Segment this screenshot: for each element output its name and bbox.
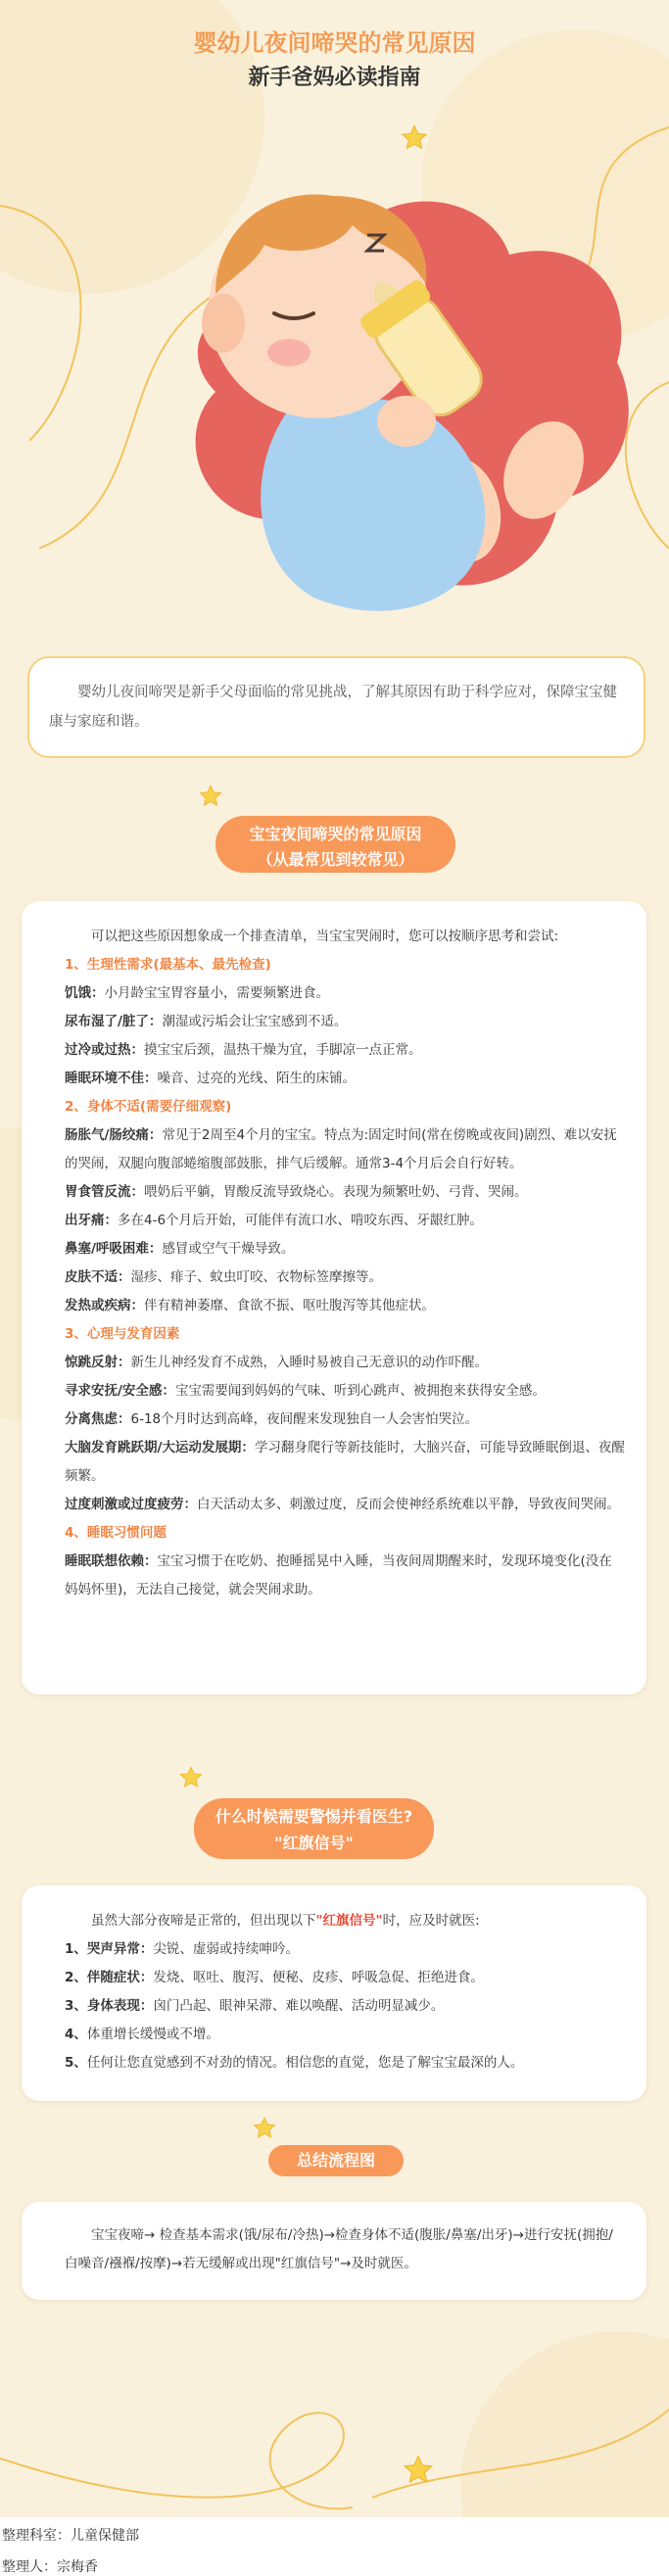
section-title-line: 什么时候需要警惕并看医生? (215, 1807, 413, 1826)
group-heading: 4、睡眠习惯问题 (65, 1525, 167, 1541)
list-item: 3、身体表现：囟门凸起、眼神呆滞、难以唤醒、活动明显减少。 (65, 1998, 445, 2014)
section-causes-title (215, 816, 455, 873)
red-flag-highlight: "红旗信号" (315, 1913, 383, 1929)
intro-text: 婴幼儿夜间啼哭是新手父母面临的常见挑战，了解其原因有助于科学应对，保障宝宝健康与家庭和谐。 (49, 685, 617, 730)
list-item: 4、体重增长缓慢或不增。 (65, 2027, 219, 2042)
causes-content (65, 923, 625, 1604)
list-item: 发热或疾病：伴有精神萎靡、食欲不振、呕吐腹泻等其他症状。 (65, 1298, 435, 1313)
list-item: 睡眠环境不佳：噪音、过亮的光线、陌生的床铺。 (65, 1071, 356, 1086)
star-icon (252, 2116, 277, 2141)
list-item: 2、伴随症状：发烧、呕吐、腹泻、便秘、皮疹、呼吸急促、拒绝进食。 (65, 1970, 484, 1985)
list-item: 过度刺激或过度疲劳：白天活动太多、刺激过度，反而会使神经系统难以平静，导致夜间哭闹。 (65, 1497, 620, 1512)
list-item: 皮肤不适：湿疹、痱子、蚊虫叮咬、衣物标签摩擦等。 (65, 1269, 382, 1285)
list-item: 1、哭声异常：尖锐、虚弱或持续呻吟。 (65, 1941, 299, 1957)
list-item: 鼻塞/呼吸困难：感冒或空气干燥导致。 (65, 1241, 295, 1257)
section-warning-title (194, 1798, 434, 1859)
list-item: 5、任何让您直觉感到不对劲的情况。相信您的直觉，您是了解宝宝最深的人。 (65, 2055, 524, 2071)
intro-card (27, 656, 645, 758)
list-item: 分离焦虑：6-18个月时达到高峰，夜间醒来发现独自一人会害怕哭泣。 (65, 1411, 479, 1427)
list-item: 过冷或过热：摸宝宝后颈，温热干燥为宜，手脚凉一点正常。 (65, 1042, 422, 1058)
list-item: 大脑发育跳跃期/大运动发展期：学习翻身爬行等新技能时，大脑兴奋，可能导致睡眠倒退、夜醒频繁。 (65, 1440, 625, 1484)
warning-card (22, 1885, 646, 2101)
footer-author: 整理人：宗梅香 (2, 2559, 98, 2575)
star-icon (178, 1765, 204, 1790)
group-heading: 1、生理性需求(最基本、最先检查) (65, 957, 271, 973)
page-title: 婴幼儿夜间啼哭的常见原因 (193, 29, 476, 57)
section-title-line: （从最常见到较常见） (257, 850, 414, 869)
section-title-line: 宝宝夜间啼哭的常见原因 (249, 825, 422, 843)
list-item: 饥饿：小月龄宝宝胃容量小，需要频繁进食。 (65, 985, 329, 1001)
baby-bottle-illustration (167, 167, 646, 656)
list-item: 出牙痛：多在4-6个月后开始，可能伴有流口水、啃咬东西、牙龈红肿。 (65, 1213, 484, 1228)
deco-curve (0, 2351, 669, 2517)
group-heading: 3、心理与发育因素 (65, 1326, 180, 1342)
group-heading: 2、身体不适(需要仔细观察) (65, 1099, 232, 1115)
warning-content (65, 1907, 625, 2077)
section-summary-title: 总结流程图 (268, 2145, 404, 2176)
footer-department: 整理科室：儿童保健部 (2, 2528, 139, 2544)
causes-card (22, 901, 646, 1694)
star-icon (402, 2454, 435, 2487)
warning-lead: 虽然大部分夜啼是正常的，但出现以下"红旗信号"时，应及时就医: (91, 1913, 480, 1929)
list-item: 尿布湿了/脏了：潮湿或污垢会让宝宝感到不适。 (65, 1014, 348, 1029)
summary-content (65, 2221, 625, 2278)
star-icon (400, 123, 429, 153)
causes-lead: 可以把这些原因想象成一个排查清单，当宝宝哭闹时，您可以按顺序思考和尝试: (91, 929, 559, 944)
list-item: 惊跳反射：新生儿神经发育不成熟，入睡时易被自己无意识的动作吓醒。 (65, 1355, 488, 1370)
summary-text: 宝宝夜啼→ 检查基本需求(饿/尿布/冷热)→检查身体不适(腹胀/鼻塞/出牙)→进行安抚(拥抱/白噪音/襁褓/按摩)→若无缓解或出现"红旗信号"→及时就医。 (65, 2227, 613, 2271)
list-item: 胃食管反流：喂奶后平躺，胃酸反流导致烧心。表现为频繁吐奶、弓背、哭闹。 (65, 1184, 528, 1200)
star-icon (198, 784, 223, 809)
list-item: 寻求安抚/安全感：宝宝需要闻到妈妈的气味、听到心跳声、被拥抱来获得安全感。 (65, 1383, 546, 1399)
list-item: 睡眠联想依赖：宝宝习惯于在吃奶、抱睡摇晃中入睡，当夜间周期醒来时，发现环境变化(没在妈妈怀里)，无法自己接觉，就会哭闹求助。 (65, 1553, 612, 1598)
section-title-line: "红旗信号" (274, 1834, 354, 1852)
summary-card (22, 2202, 646, 2300)
list-item: 肠胀气/肠绞痛：常见于2周至4个月的宝宝。特点为:固定时间(常在傍晚或夜间)剧烈、难以安抚的哭闹，双腿向腹部蜷缩腹部鼓胀，排气后缓解。通常3-4个月后会自行好转。 (65, 1127, 617, 1171)
page-subtitle: 新手爸妈必读指南 (248, 66, 421, 90)
